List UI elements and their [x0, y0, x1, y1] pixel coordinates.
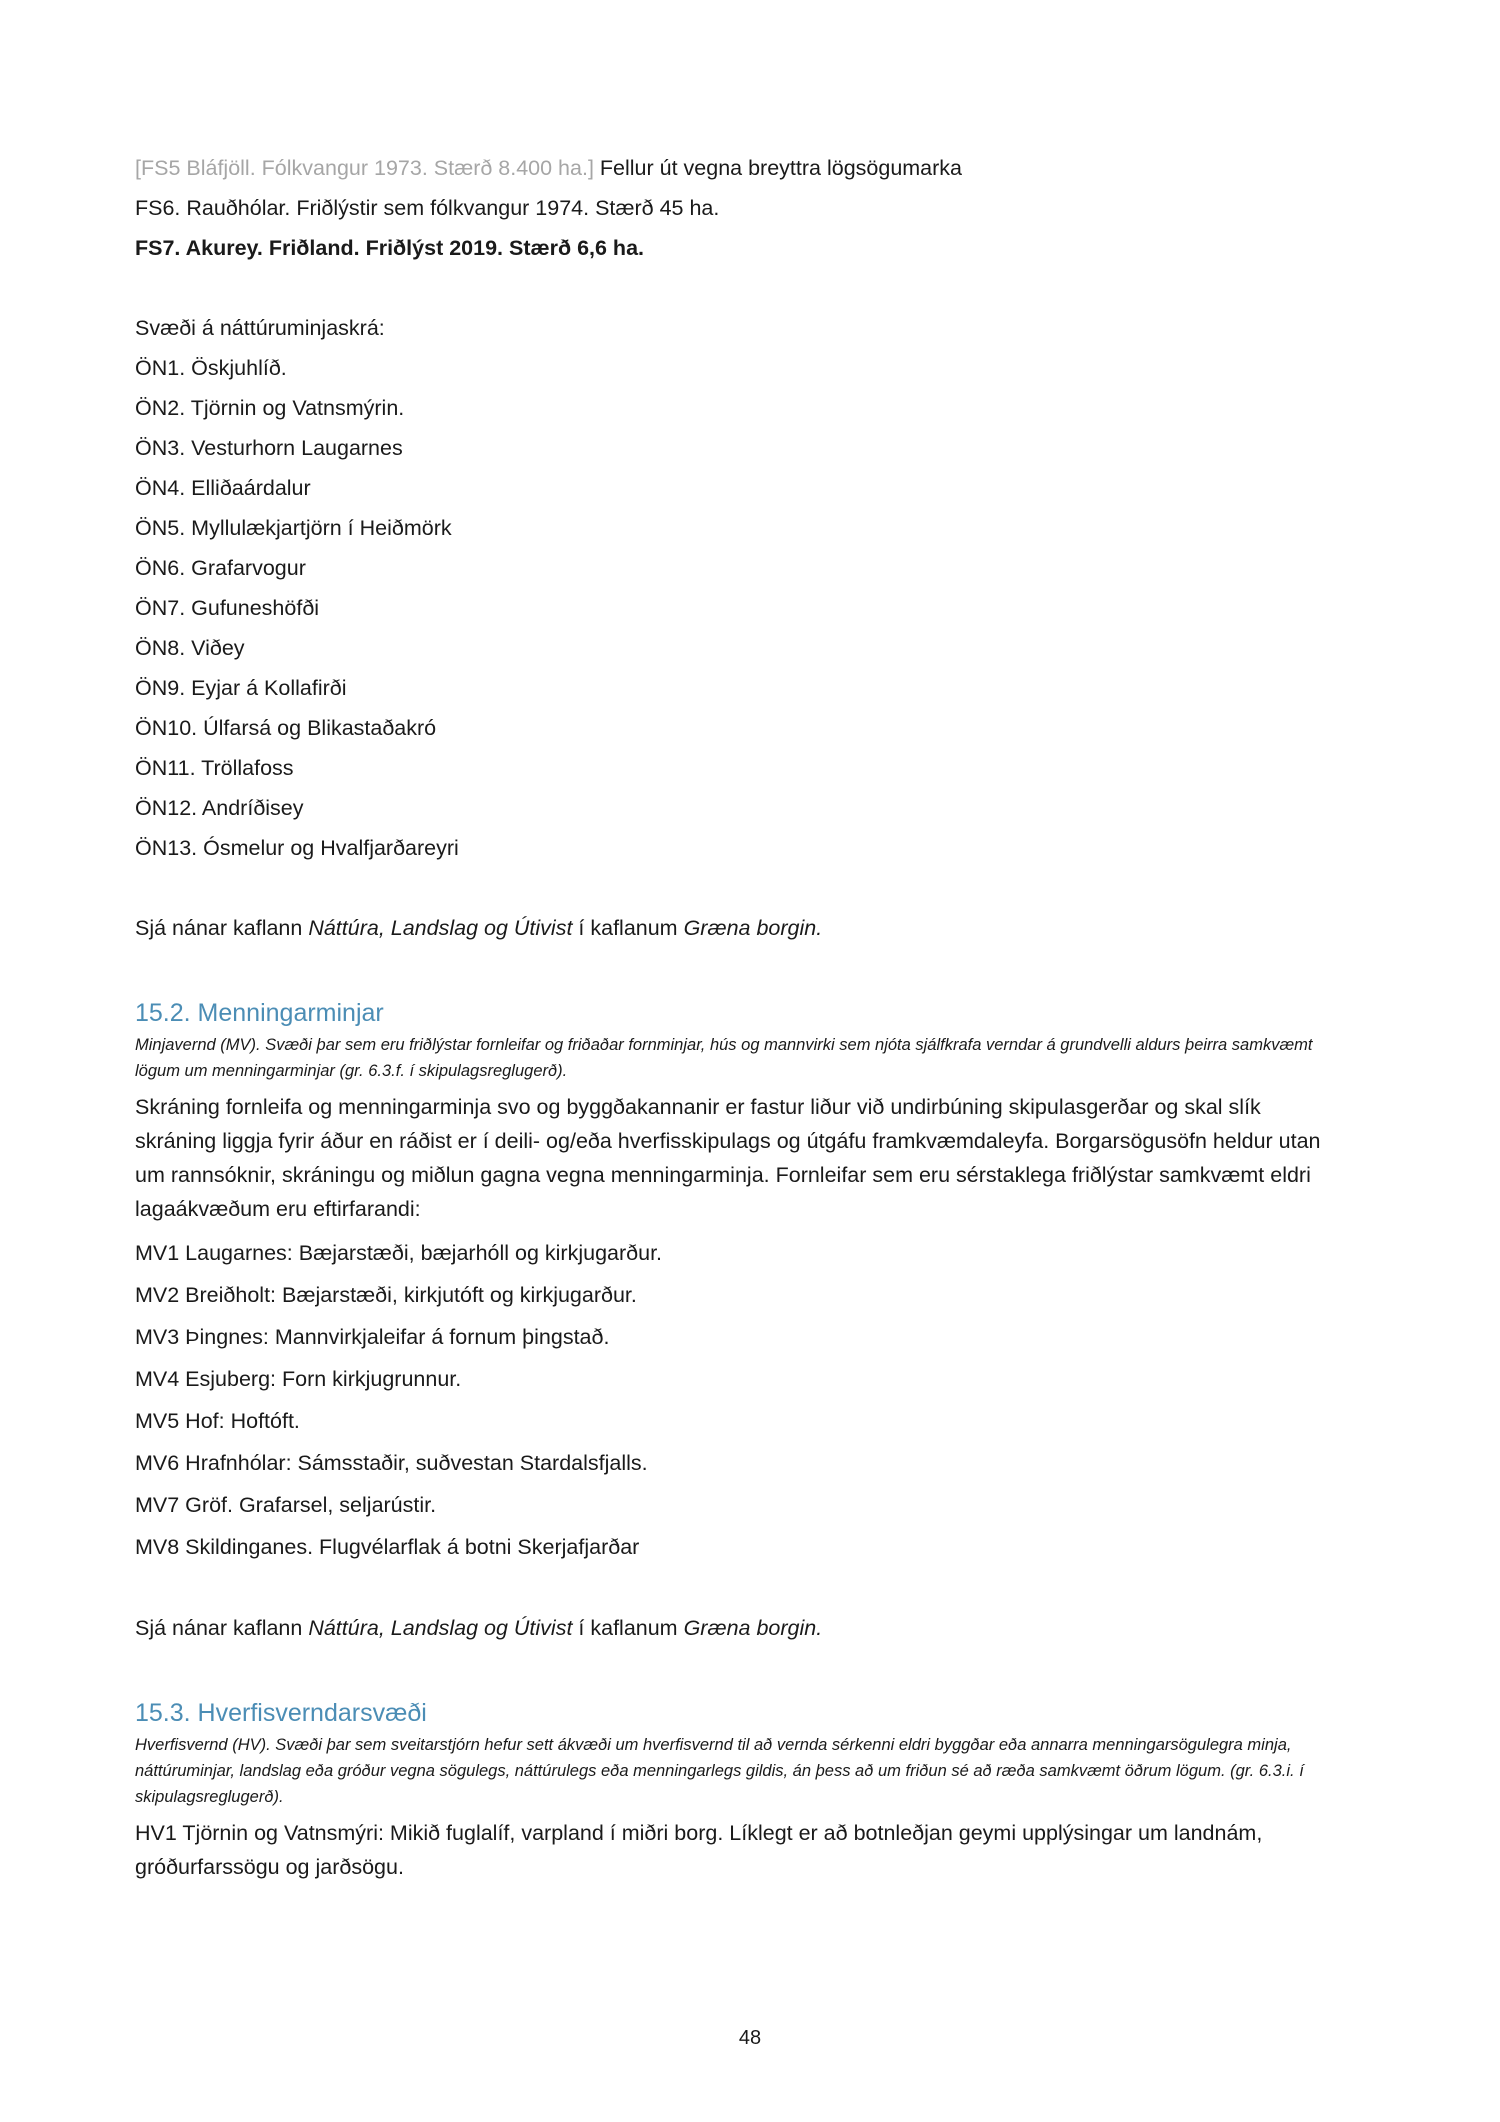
natturuminjaskra-block — [135, 308, 1325, 868]
see-more-text: í kaflanum — [572, 1616, 684, 1640]
see-more-reference-2 — [135, 1608, 1325, 1648]
see-more-italic-chapter: Náttúra, Landslag og Útivist — [308, 1616, 573, 1640]
list-item: MV8 Skildinganes. Flugvélarflak á botni Skerjafjarðar — [135, 1535, 640, 1559]
fs6-line: FS6. Rauðhólar. Friðlýstir sem fólkvangur 1974. Stærð 45 ha. — [135, 196, 720, 220]
page-number: 48 — [738, 2027, 762, 2049]
list-item: ÖN7. Gufuneshöfði — [135, 596, 320, 620]
fs5-line — [135, 148, 1325, 188]
list-item: MV2 Breiðholt: Bæjarstæði, kirkjutóft og kirkjugarður. — [135, 1283, 637, 1307]
natturuminjaskra-heading: Svæði á náttúruminjaskrá: — [135, 316, 385, 340]
section-15-2-note: Minjavernd (MV). Svæði þar sem eru friðlýstar fornleifar og friðaðar fornminjar, hús og mannvirki sem njóta sjálfkrafa verndar á grundvelli aldurs þeirra samkvæmt lögum um menningarminjar (gr. 6.3.f. í skipulagsreglugerð). — [135, 1036, 1313, 1080]
fs5-struck-label: [FS5 Bláfjöll. Fólkvangur 1973. Stærð 8.400 ha.] — [135, 156, 594, 180]
list-item: ÖN12. Andríðisey — [135, 796, 304, 820]
section-15-3-paragraph: HV1 Tjörnin og Vatnsmýri: Mikið fuglalíf, varpland í miðri borg. Líklegt er að botnleðjan geymi upplýsingar um landnám, gróðurfarssögu og jarðsögu. — [135, 1821, 1263, 1879]
list-item: MV1 Laugarnes: Bæjarstæði, bæjarhóll og kirkjugarður. — [135, 1241, 663, 1265]
list-item: MV7 Gröf. Grafarsel, seljarústir. — [135, 1493, 437, 1517]
list-item: ÖN8. Viðey — [135, 636, 245, 660]
section-heading-15-2: 15.2. Menningarminjar — [135, 999, 384, 1027]
section-15-3-note: Hverfisvernd (HV). Svæði þar sem sveitarstjórn hefur sett ákvæði um hverfisvernd til að vernda sérkenni eldri byggðar eða annarra menningarsögulegra minja, náttúruminjar, landslag eða gróður vegna sögulegs, náttúrulegs eða menningarlegs gildis, án þess að um friðun sé að ræða samkvæmt öðrum lögum. (gr. 6.3.i. í skipulagsreglugerð). — [135, 1736, 1304, 1806]
list-item: MV6 Hrafnhólar: Sámsstaðir, suðvestan Stardalsfjalls. — [135, 1451, 648, 1475]
list-item: ÖN6. Grafarvogur — [135, 556, 306, 580]
fs5-note: Fellur út vegna breyttra lögsögumarka — [593, 156, 963, 180]
list-item: ÖN1. Öskjuhlíð. — [135, 356, 287, 380]
section-heading-15-3: 15.3. Hverfisverndarsvæði — [135, 1699, 427, 1727]
section-15-2 — [135, 996, 1325, 1568]
see-more-text: Sjá nánar kaflann — [135, 1616, 309, 1640]
list-item: ÖN9. Eyjar á Kollafirði — [135, 676, 347, 700]
list-item: ÖN5. Myllulækjartjörn í Heiðmörk — [135, 516, 452, 540]
fs7-line: FS7. Akurey. Friðland. Friðlýst 2019. Stærð 6,6 ha. — [135, 236, 644, 260]
see-more-text: í kaflanum — [572, 916, 684, 940]
list-item: MV4 Esjuberg: Forn kirkjugrunnur. — [135, 1367, 462, 1391]
list-item: ÖN2. Tjörnin og Vatnsmýrin. — [135, 396, 405, 420]
fs-list — [135, 148, 1325, 268]
list-item: ÖN10. Úlfarsá og Blikastaðakró — [135, 716, 437, 740]
list-item: MV3 Þingnes: Mannvirkjaleifar á fornum þingstað. — [135, 1325, 610, 1349]
list-item: MV5 Hof: Hoftóft. — [135, 1409, 300, 1433]
list-item: ÖN4. Elliðaárdalur — [135, 476, 311, 500]
spacer — [135, 1568, 1325, 1608]
section-15-2-paragraph: Skráning fornleifa og menningarminja svo og byggðakannanir er fastur liður við undirbúning skipulasgerðar og skal slík skráning liggja fyrir áður en ráðist er í deili- og/eða hverfisskipulags og útgáfu framkvæmdaleyfa. Borgarsögusöfn heldur utan um rannsóknir, skráningu og miðlun gagna vegna menningarminja. Fornleifar sem eru sérstaklega friðlýstar samkvæmt eldri lagaákvæðum eru eftirfarandi: — [135, 1095, 1321, 1221]
see-more-reference-1 — [135, 908, 1325, 948]
see-more-italic-section: Græna borgin. — [683, 1616, 823, 1640]
see-more-text: Sjá nánar kaflann — [135, 916, 309, 940]
spacer — [135, 1648, 1325, 1696]
spacer — [135, 268, 1325, 308]
spacer — [135, 868, 1325, 908]
list-item: ÖN3. Vesturhorn Laugarnes — [135, 436, 403, 460]
list-item: ÖN11. Tröllafoss — [135, 756, 294, 780]
see-more-italic-section: Græna borgin. — [683, 916, 823, 940]
list-item: ÖN13. Ósmelur og Hvalfjarðareyri — [135, 836, 459, 860]
spacer — [135, 948, 1325, 996]
section-15-3 — [135, 1696, 1325, 1884]
see-more-italic-chapter: Náttúra, Landslag og Útivist — [308, 916, 573, 940]
